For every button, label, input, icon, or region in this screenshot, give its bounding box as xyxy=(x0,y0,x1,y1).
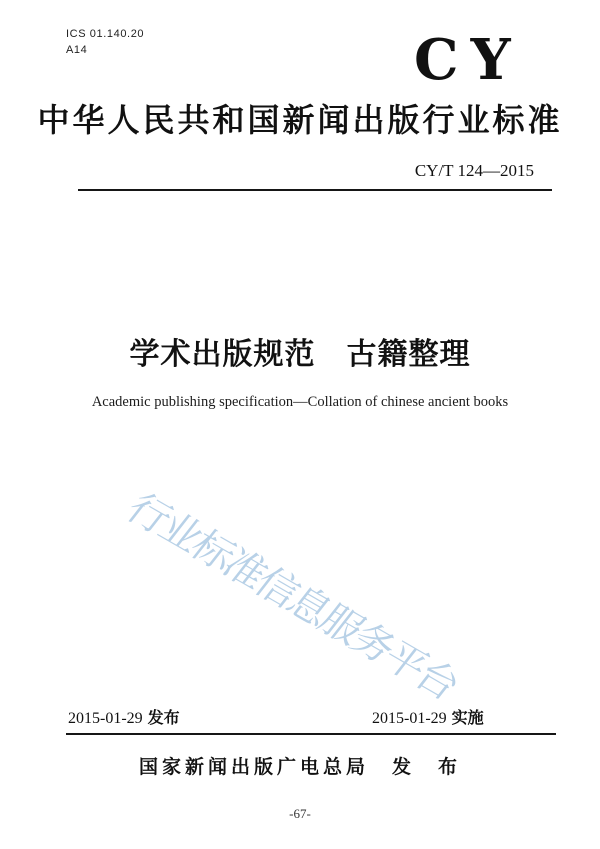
issue-date-row xyxy=(68,708,180,730)
header-rule xyxy=(78,189,552,191)
document-title-en: Academic publishing specification—Collation of chinese ancient books xyxy=(91,394,509,410)
implementation-date-row xyxy=(372,708,484,730)
standard-category-title: 中华人民共和国新闻出版行业标准 xyxy=(37,102,563,138)
cy-logo: CY xyxy=(414,27,523,93)
ics-block xyxy=(66,26,144,58)
ics-code: ICS 01.140.20 xyxy=(66,28,145,40)
publisher-line: 国家新闻出版广电总局 发 布 xyxy=(138,757,461,778)
implementation-date-label: 实施 xyxy=(451,710,484,727)
standard-number: CY/T 124—2015 xyxy=(414,161,534,180)
document-class-code: A14 xyxy=(66,44,88,56)
page-number: -67- xyxy=(289,806,311,821)
issue-date: 2015-01-29 xyxy=(68,710,143,727)
footer-rule xyxy=(66,733,556,735)
watermark-text: 行业标准信息服务平台 xyxy=(118,486,466,707)
issue-date-label: 发布 xyxy=(147,710,180,727)
implementation-date: 2015-01-29 xyxy=(372,710,447,727)
document-title-cn: 学术出版规范 古籍整理 xyxy=(129,338,471,371)
